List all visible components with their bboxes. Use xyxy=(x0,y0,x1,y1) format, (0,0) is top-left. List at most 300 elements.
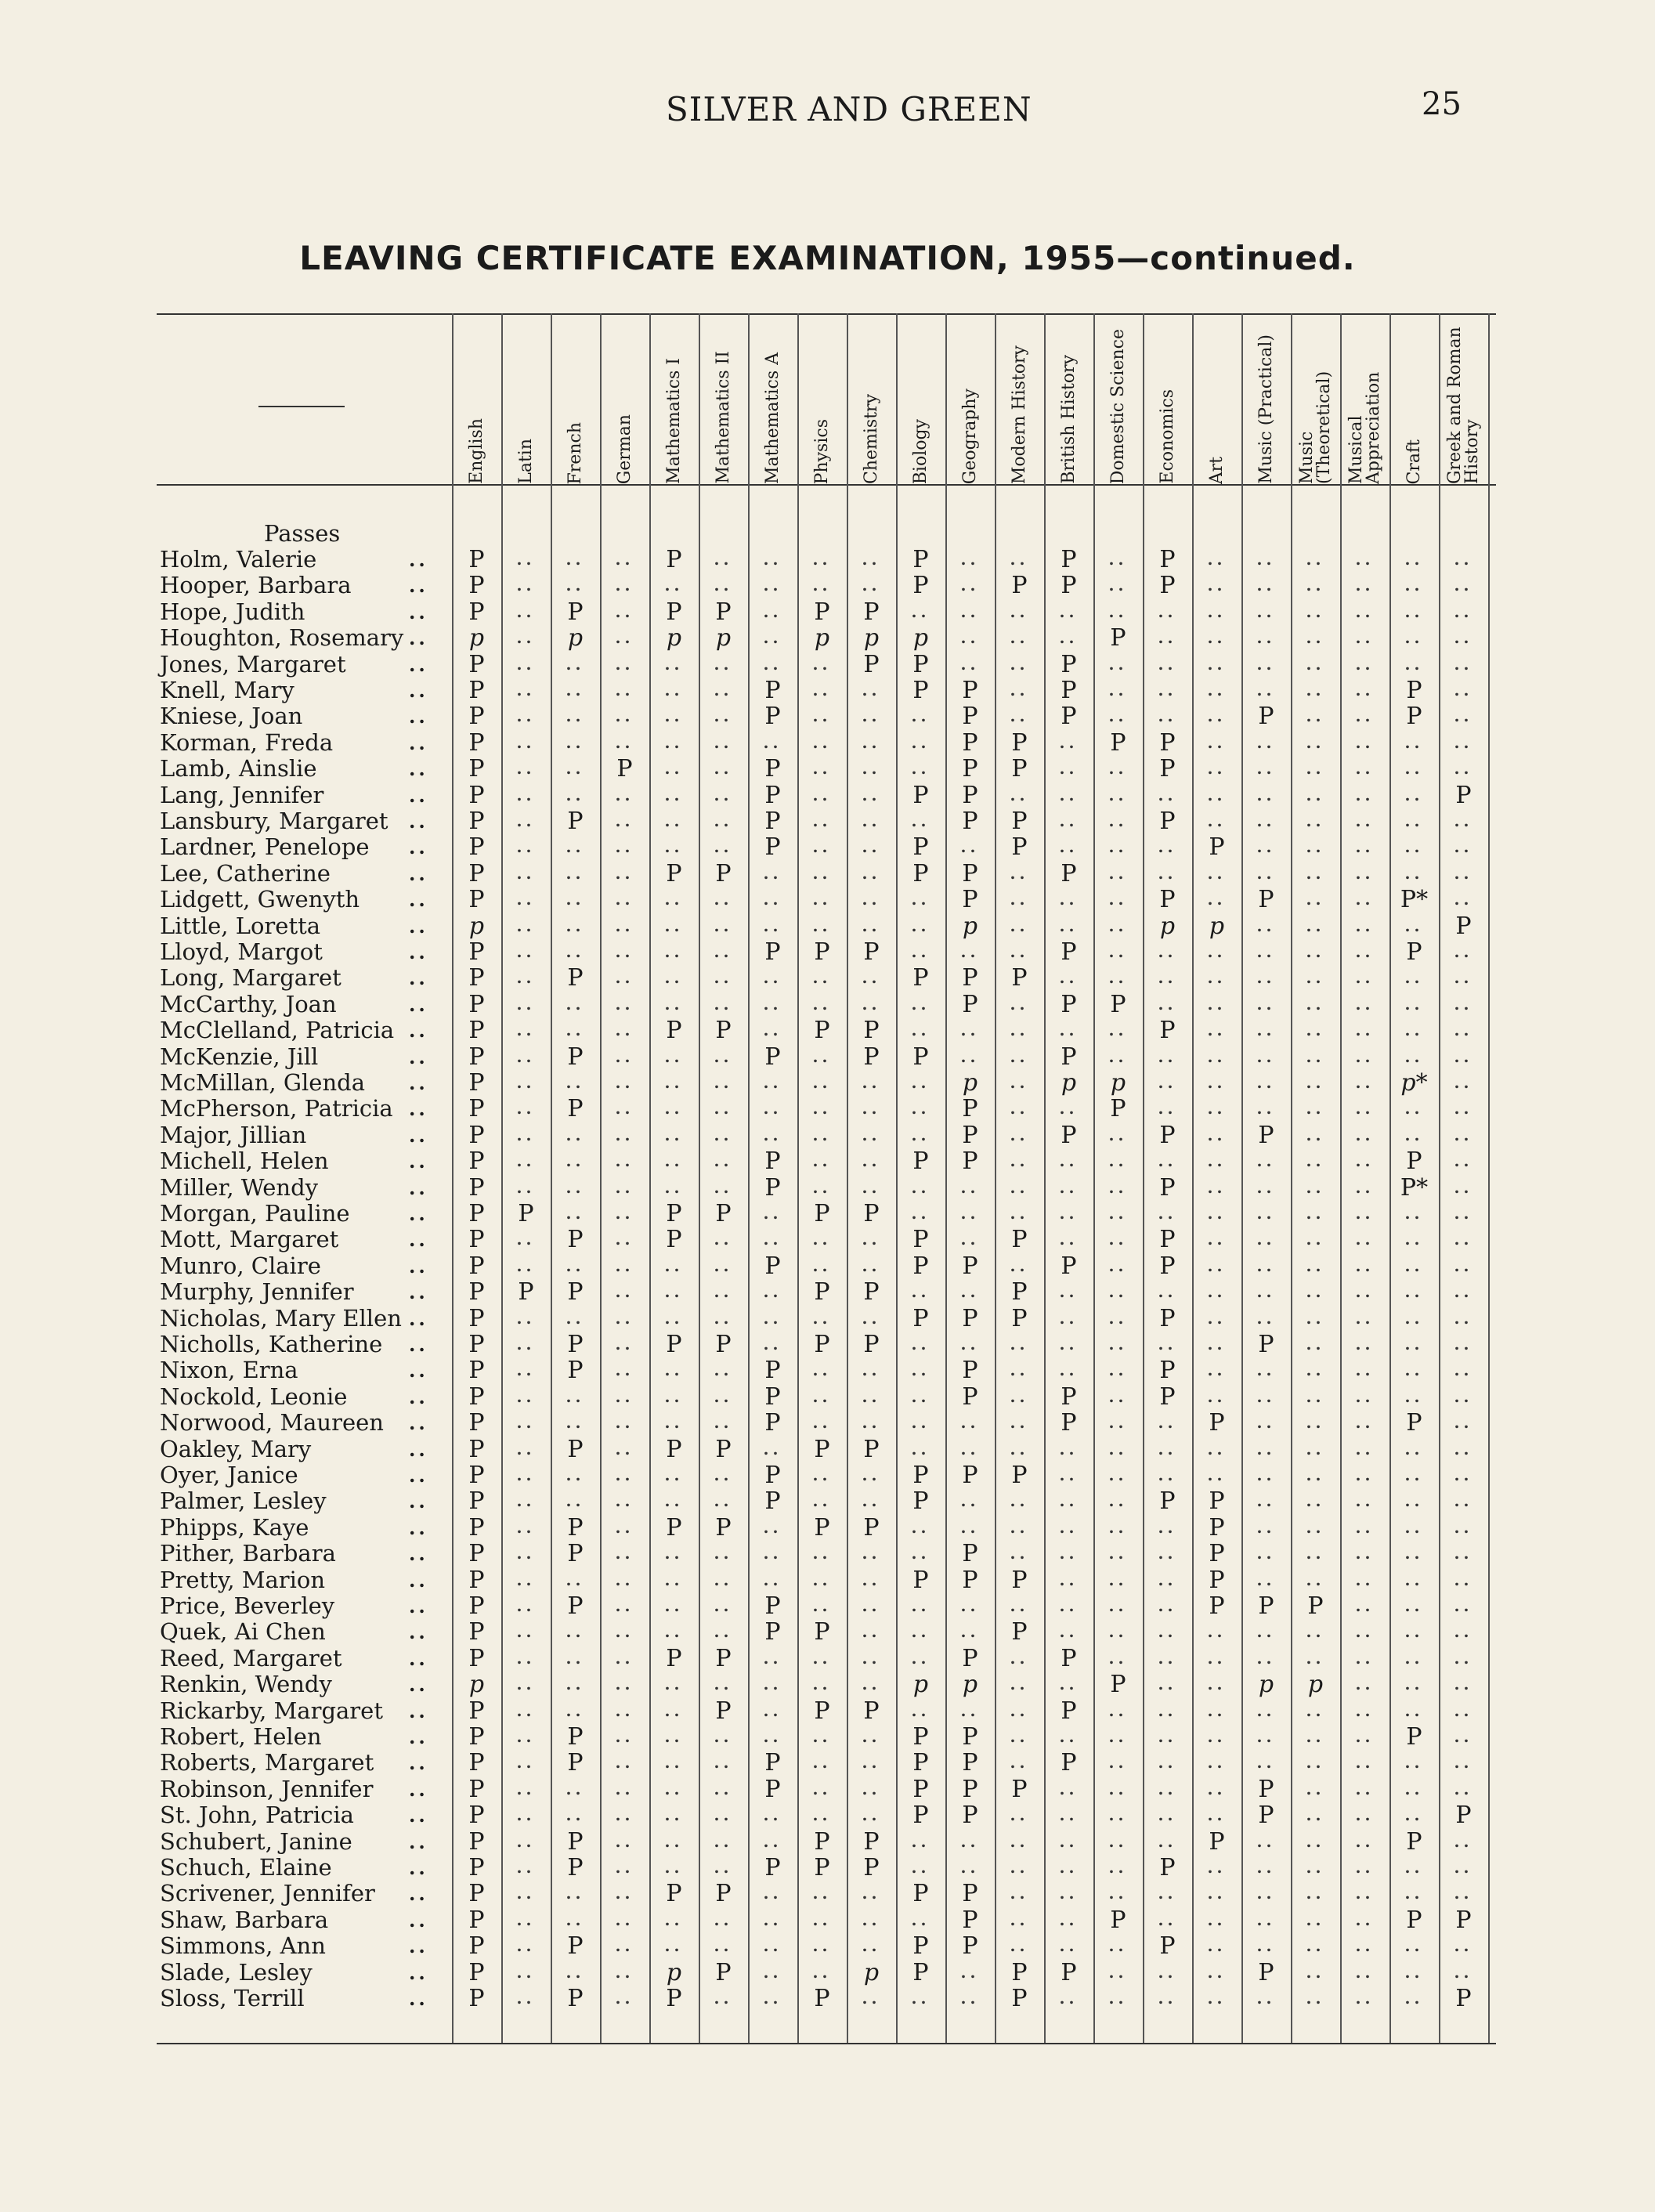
result-cell xyxy=(896,1332,945,1357)
result-cell xyxy=(699,1279,748,1305)
leader-dots: .. xyxy=(409,1673,428,1697)
result-cell xyxy=(1340,1384,1389,1410)
filler-dots: .. xyxy=(812,1308,832,1328)
filler-dots: .. xyxy=(1158,1805,1177,1825)
result-cell xyxy=(1044,1070,1093,1096)
result-cell xyxy=(600,1070,649,1096)
result-cell xyxy=(1143,913,1192,939)
leader-dots: .. xyxy=(409,1385,428,1408)
column-header-label: British History xyxy=(1058,355,1079,484)
result-cell xyxy=(1192,703,1241,729)
student-name: Schuch, Elaine xyxy=(160,1854,332,1881)
pass-mark: P xyxy=(468,1043,485,1071)
filler-dots: .. xyxy=(1256,1099,1276,1119)
filler-dots: .. xyxy=(763,1727,782,1746)
filler-dots: .. xyxy=(1355,994,1375,1014)
result-cell xyxy=(1192,730,1241,756)
result-cell xyxy=(1291,547,1340,573)
result-cell xyxy=(847,783,896,808)
pass-mark: p xyxy=(962,1671,978,1699)
result-cell xyxy=(995,1384,1044,1410)
filler-dots: .. xyxy=(1256,942,1276,961)
result-cell xyxy=(699,1044,748,1070)
result-cell xyxy=(1389,1070,1439,1096)
filler-dots: .. xyxy=(763,654,782,674)
filler-dots: .. xyxy=(763,1805,782,1825)
filler-dots: .. xyxy=(1059,1675,1079,1694)
filler-dots: .. xyxy=(516,916,536,935)
result-cell xyxy=(551,1672,600,1697)
pass-mark: P xyxy=(1011,1304,1028,1332)
result-cell xyxy=(551,1070,600,1096)
filler-dots: .. xyxy=(1010,890,1029,909)
result-cell xyxy=(1192,1672,1241,1697)
pass-mark: P xyxy=(962,1095,978,1123)
result-cell xyxy=(896,1227,945,1252)
result-cell xyxy=(551,1017,600,1043)
filler-dots: .. xyxy=(1306,1936,1325,1956)
pass-mark: P xyxy=(962,1357,978,1385)
leader-dots: .. xyxy=(409,1333,428,1356)
result-cell xyxy=(896,887,945,913)
pass-mark: P xyxy=(863,1513,880,1542)
column-header-label: Greek and Roman History xyxy=(1444,327,1482,484)
result-cell xyxy=(1340,599,1389,625)
result-cell xyxy=(600,913,649,939)
result-cell xyxy=(699,1227,748,1252)
result-cell xyxy=(797,1802,847,1828)
pass-mark: P xyxy=(468,728,485,757)
filler-dots: .. xyxy=(1355,1675,1375,1694)
result-cell xyxy=(600,1044,649,1070)
result-cell xyxy=(945,1750,995,1776)
result-cell xyxy=(945,1201,995,1227)
result-cell xyxy=(1340,1646,1389,1672)
column-header xyxy=(1291,313,1340,484)
filler-dots: .. xyxy=(1158,1989,1177,2008)
result-cell xyxy=(1192,808,1241,834)
pass-mark: P xyxy=(962,1749,978,1777)
result-cell xyxy=(452,992,501,1017)
result-cell xyxy=(1340,1357,1389,1383)
result-cell xyxy=(1241,992,1291,1017)
result-cell xyxy=(452,1488,501,1514)
pass-mark: P xyxy=(666,859,682,887)
filler-dots: .. xyxy=(1256,1858,1276,1877)
result-cell xyxy=(1044,1017,1093,1043)
result-cell xyxy=(797,1253,847,1279)
result-cell xyxy=(995,1567,1044,1593)
result-cell xyxy=(1143,1986,1192,2011)
result-cell xyxy=(1044,1096,1093,1122)
filler-dots: .. xyxy=(1256,1151,1276,1171)
column-header xyxy=(1340,313,1389,484)
result-cell xyxy=(847,1593,896,1619)
result-cell xyxy=(551,678,600,703)
result-cell xyxy=(896,1070,945,1096)
result-cell xyxy=(797,599,847,625)
filler-dots: .. xyxy=(1010,1517,1029,1537)
filler-dots: .. xyxy=(1454,1230,1473,1249)
result-cell xyxy=(1340,1017,1389,1043)
filler-dots: .. xyxy=(812,654,832,674)
result-cell xyxy=(1143,1175,1192,1201)
filler-dots: .. xyxy=(1454,707,1473,726)
table-row xyxy=(0,1357,1655,1383)
pass-mark: P xyxy=(666,1226,682,1254)
filler-dots: .. xyxy=(1404,968,1424,988)
result-cell xyxy=(1291,1750,1340,1776)
filler-dots: .. xyxy=(1355,1046,1375,1066)
filler-dots: .. xyxy=(1306,994,1325,1014)
column-header xyxy=(1044,313,1093,484)
result-cell xyxy=(600,573,649,598)
filler-dots: .. xyxy=(615,942,634,961)
result-cell xyxy=(1241,1148,1291,1174)
result-cell xyxy=(1291,1096,1340,1122)
pass-mark: P xyxy=(814,1827,830,1856)
column-header-label: Chemistry xyxy=(861,394,881,484)
result-cell xyxy=(1093,1960,1143,1986)
pass-mark: P xyxy=(666,1331,682,1358)
result-cell xyxy=(1291,834,1340,860)
pass-mark: P xyxy=(567,1749,584,1777)
pass-mark: P xyxy=(567,1095,584,1123)
result-cell xyxy=(1093,1724,1143,1750)
result-cell xyxy=(748,1306,797,1332)
pass-mark: P xyxy=(764,833,781,862)
pass-mark: P xyxy=(764,1357,781,1385)
result-cell xyxy=(1389,808,1439,834)
result-cell xyxy=(896,1802,945,1828)
result-cell xyxy=(452,1332,501,1357)
result-cell xyxy=(1389,1148,1439,1174)
pass-mark: P xyxy=(1110,728,1126,757)
filler-dots: .. xyxy=(763,890,782,909)
pass-mark: P xyxy=(1159,1382,1176,1411)
pass-mark: P xyxy=(1061,1043,1077,1071)
filler-dots: .. xyxy=(1404,732,1424,752)
result-cell xyxy=(847,1384,896,1410)
result-cell xyxy=(551,913,600,939)
result-cell xyxy=(995,939,1044,965)
result-cell xyxy=(797,1488,847,1514)
result-cell xyxy=(995,834,1044,860)
column-header xyxy=(896,313,945,484)
result-cell xyxy=(797,1044,847,1070)
pass-mark: P xyxy=(1258,1775,1274,1803)
result-cell xyxy=(1093,1881,1143,1907)
result-cell xyxy=(452,1253,501,1279)
result-cell xyxy=(452,1306,501,1332)
result-cell xyxy=(1389,703,1439,729)
filler-dots: .. xyxy=(1256,1439,1276,1458)
filler-dots: .. xyxy=(812,1256,832,1275)
result-cell xyxy=(699,1986,748,2011)
filler-dots: .. xyxy=(1256,1256,1276,1275)
leader-dots: .. xyxy=(409,627,428,650)
result-cell xyxy=(1093,1488,1143,1514)
table-row xyxy=(0,1070,1655,1096)
result-cell xyxy=(1389,1044,1439,1070)
pass-mark: P xyxy=(468,677,485,704)
result-cell xyxy=(551,834,600,860)
filler-dots: .. xyxy=(1404,1858,1424,1877)
filler-dots: .. xyxy=(1108,1596,1128,1615)
result-cell xyxy=(748,1881,797,1907)
filler-dots: .. xyxy=(615,837,634,857)
result-cell xyxy=(699,1488,748,1514)
leader-dots: .. xyxy=(409,1019,428,1043)
result-cell xyxy=(1044,756,1093,782)
result-cell xyxy=(896,1776,945,1802)
filler-dots: .. xyxy=(1059,1831,1079,1851)
page-header xyxy=(0,82,1655,145)
filler-dots: .. xyxy=(1355,1256,1375,1275)
pass-mark: P xyxy=(1406,1409,1422,1437)
result-cell xyxy=(1340,887,1389,913)
pass-mark: P xyxy=(468,1095,485,1123)
filler-dots: .. xyxy=(812,1910,832,1929)
result-cell xyxy=(1192,1541,1241,1567)
filler-dots: .. xyxy=(664,1910,684,1929)
filler-dots: .. xyxy=(1256,759,1276,779)
result-cell xyxy=(1143,1802,1192,1828)
filler-dots: .. xyxy=(763,1648,782,1668)
pass-mark: P xyxy=(666,1017,682,1045)
filler-dots: .. xyxy=(1454,1386,1473,1406)
result-cell xyxy=(847,678,896,703)
pass-mark: P xyxy=(1209,1487,1225,1516)
filler-dots: .. xyxy=(1404,1491,1424,1511)
filler-dots: .. xyxy=(911,1204,930,1223)
filler-dots: .. xyxy=(1207,1805,1227,1825)
result-cell xyxy=(896,1279,945,1305)
filler-dots: .. xyxy=(1454,811,1473,830)
filler-dots: .. xyxy=(1256,1910,1276,1929)
pass-mark: P xyxy=(715,1435,732,1463)
result-cell xyxy=(1291,573,1340,598)
filler-dots: .. xyxy=(1256,1308,1276,1328)
leader-dots: .. xyxy=(409,600,428,623)
leader-dots: .. xyxy=(409,1935,428,1958)
result-cell xyxy=(600,1541,649,1567)
filler-dots: .. xyxy=(1158,1046,1177,1066)
filler-dots: .. xyxy=(714,1989,733,2008)
pass-mark: P xyxy=(567,1357,584,1385)
filler-dots: .. xyxy=(1010,1073,1029,1092)
result-cell xyxy=(797,861,847,887)
filler-dots: .. xyxy=(1306,550,1325,569)
filler-dots: .. xyxy=(1207,1073,1227,1092)
pass-mark: P xyxy=(567,598,584,626)
filler-dots: .. xyxy=(516,1099,536,1119)
result-cell xyxy=(452,1070,501,1096)
filler-dots: .. xyxy=(664,1491,684,1511)
filler-dots: .. xyxy=(1059,1491,1079,1511)
filler-dots: .. xyxy=(1207,1099,1227,1119)
pass-mark: P xyxy=(468,1017,485,1045)
result-cell xyxy=(797,1279,847,1305)
result-cell xyxy=(649,547,699,573)
result-cell xyxy=(501,573,551,598)
filler-dots: .. xyxy=(516,1361,536,1380)
pass-mark: P xyxy=(1159,1854,1176,1881)
pass-mark: P xyxy=(1011,1958,1028,1986)
table-row xyxy=(0,1698,1655,1724)
filler-dots: .. xyxy=(1256,994,1276,1014)
result-cell xyxy=(1389,965,1439,991)
result-cell xyxy=(501,1541,551,1567)
result-cell xyxy=(896,913,945,939)
filler-dots: .. xyxy=(714,1073,733,1092)
filler-dots: .. xyxy=(714,1386,733,1406)
pass-mark: P xyxy=(1209,1827,1225,1856)
result-cell xyxy=(452,1933,501,1959)
result-cell xyxy=(1340,1960,1389,1986)
result-cell xyxy=(699,1096,748,1122)
result-cell xyxy=(452,652,501,678)
result-cell xyxy=(1241,1567,1291,1593)
result-cell xyxy=(649,1332,699,1357)
result-cell xyxy=(600,1593,649,1619)
result-cell xyxy=(1439,573,1488,598)
result-cell xyxy=(1241,783,1291,808)
result-cell xyxy=(551,1096,600,1122)
filler-dots: .. xyxy=(1158,1282,1177,1302)
filler-dots: .. xyxy=(1010,1753,1029,1773)
filler-dots: .. xyxy=(911,732,930,752)
result-cell xyxy=(748,992,797,1017)
filler-dots: .. xyxy=(1108,942,1128,961)
filler-dots: .. xyxy=(1404,1805,1424,1825)
result-cell xyxy=(1291,1776,1340,1802)
filler-dots: .. xyxy=(516,759,536,779)
pass-mark: P xyxy=(1159,1932,1176,1961)
result-cell xyxy=(847,547,896,573)
pass-mark: P xyxy=(468,1148,485,1176)
filler-dots: .. xyxy=(911,1648,930,1668)
result-cell xyxy=(1192,783,1241,808)
result-cell xyxy=(1044,1306,1093,1332)
leader-dots: .. xyxy=(409,548,428,571)
filler-dots: .. xyxy=(566,1805,585,1825)
filler-dots: .. xyxy=(812,759,832,779)
filler-dots: .. xyxy=(1306,681,1325,699)
filler-dots: .. xyxy=(516,1151,536,1171)
filler-dots: .. xyxy=(1355,1779,1375,1798)
filler-dots: .. xyxy=(1355,1335,1375,1354)
result-cell xyxy=(847,1802,896,1828)
filler-dots: .. xyxy=(516,1308,536,1328)
student-name: Oyer, Janice xyxy=(160,1462,298,1488)
result-cell xyxy=(452,1881,501,1907)
filler-dots: .. xyxy=(1355,1910,1375,1929)
filler-dots: .. xyxy=(615,602,634,621)
result-cell xyxy=(452,1593,501,1619)
pass-mark: P xyxy=(814,1697,830,1725)
result-cell xyxy=(1291,1357,1340,1383)
student-name: Oakley, Mary xyxy=(160,1435,312,1462)
stub-heading-dash xyxy=(258,406,345,407)
filler-dots: .. xyxy=(615,1230,634,1249)
filler-dots: .. xyxy=(763,602,782,621)
result-cell xyxy=(649,1462,699,1488)
filler-dots: .. xyxy=(763,968,782,988)
result-cell xyxy=(896,1410,945,1436)
pass-mark: P xyxy=(1110,990,1126,1018)
student-name: Lansbury, Margaret xyxy=(160,808,388,834)
result-cell xyxy=(995,783,1044,808)
result-cell xyxy=(1093,1410,1143,1436)
filler-dots: .. xyxy=(763,1831,782,1851)
result-cell xyxy=(1340,1306,1389,1332)
filler-dots: .. xyxy=(862,994,881,1014)
result-cell xyxy=(501,1646,551,1672)
filler-dots: .. xyxy=(1404,1230,1424,1249)
result-cell xyxy=(649,1855,699,1881)
filler-dots: .. xyxy=(1108,1256,1128,1275)
filler-dots: .. xyxy=(714,681,733,699)
filler-dots: .. xyxy=(1207,681,1227,699)
result-cell xyxy=(1389,861,1439,887)
result-cell xyxy=(945,1541,995,1567)
result-cell xyxy=(1340,1698,1389,1724)
filler-dots: .. xyxy=(714,890,733,909)
filler-dots: .. xyxy=(1256,602,1276,621)
filler-dots: .. xyxy=(1404,1308,1424,1328)
result-cell xyxy=(649,1986,699,2011)
pass-mark: P xyxy=(666,546,682,573)
filler-dots: .. xyxy=(1256,785,1276,804)
filler-dots: .. xyxy=(1256,1989,1276,2008)
result-cell xyxy=(551,1384,600,1410)
result-cell xyxy=(748,1724,797,1750)
table-row xyxy=(0,730,1655,756)
result-cell xyxy=(1389,678,1439,703)
filler-dots: .. xyxy=(763,1282,782,1302)
filler-dots: .. xyxy=(1108,1962,1128,1982)
filler-dots: .. xyxy=(960,1517,980,1537)
filler-dots: .. xyxy=(714,1831,733,1851)
result-cell xyxy=(1093,1201,1143,1227)
filler-dots: .. xyxy=(1108,1151,1128,1171)
result-cell xyxy=(649,1175,699,1201)
filler-dots: .. xyxy=(1207,759,1227,779)
result-cell xyxy=(600,1122,649,1148)
result-cell xyxy=(1389,1986,1439,2011)
table-bottom-rule xyxy=(157,2043,1496,2044)
result-cell xyxy=(1340,965,1389,991)
filler-dots: .. xyxy=(714,1936,733,1956)
result-cell xyxy=(1241,1881,1291,1907)
filler-dots: .. xyxy=(763,628,782,648)
filler-dots: .. xyxy=(615,1675,634,1694)
filler-dots: .. xyxy=(812,837,832,857)
filler-dots: .. xyxy=(615,863,634,883)
result-cell xyxy=(945,1017,995,1043)
result-cell xyxy=(649,1698,699,1724)
filler-dots: .. xyxy=(714,916,733,935)
result-cell xyxy=(1044,1279,1093,1305)
filler-dots: .. xyxy=(566,1884,585,1903)
pass-mark: P xyxy=(468,781,485,809)
result-cell xyxy=(1439,1410,1488,1436)
pass-mark: P xyxy=(1159,1173,1176,1202)
result-cell xyxy=(649,599,699,625)
filler-dots: .. xyxy=(911,1335,930,1354)
filler-dots: .. xyxy=(1207,1386,1227,1406)
